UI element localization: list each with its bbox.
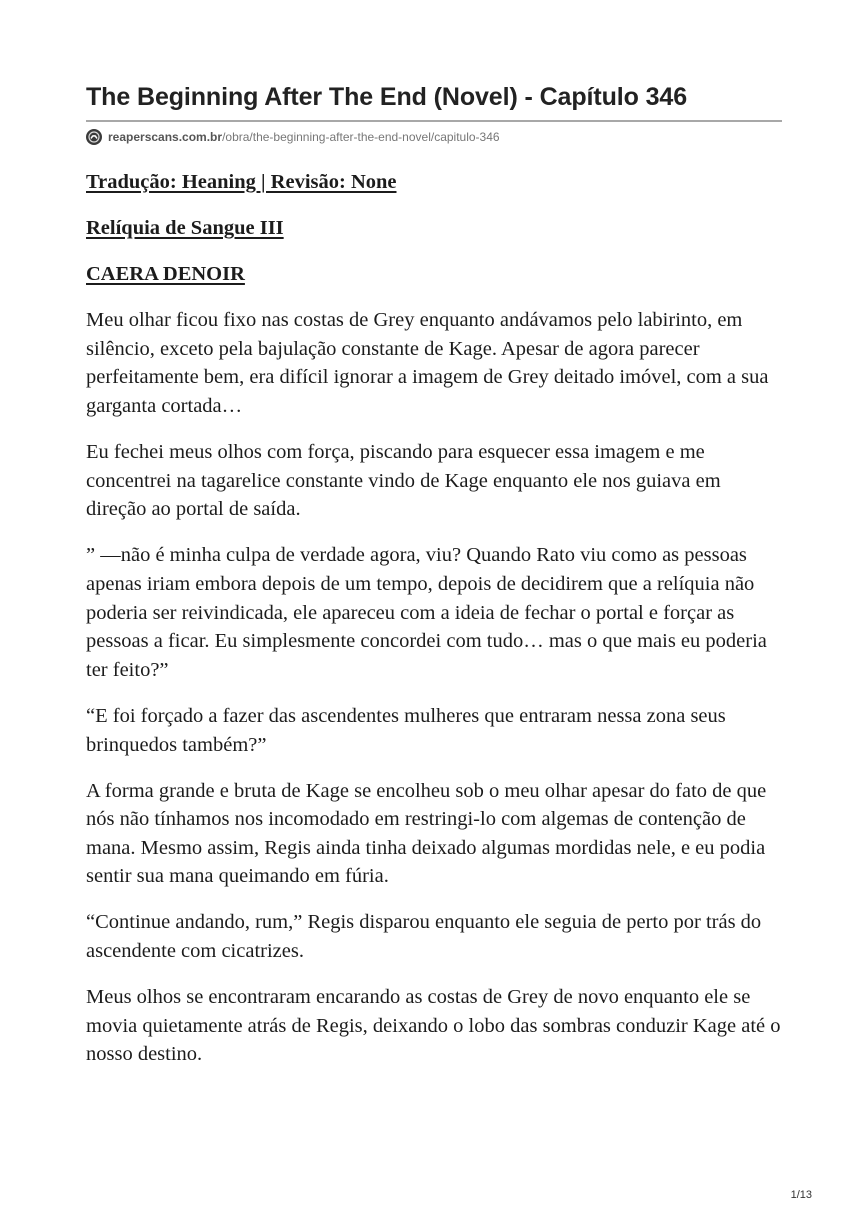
pov-heading: CAERA DENOIR [86,263,245,286]
paragraph: Meu olhar ficou fixo nas costas de Grey enquanto andávamos pelo labirinto, em silêncio, exceto pela bajulação constante de Kage. Apesar de agora parecer perfeitamente bem, era difícil ignorar a imagem de Grey deitado imóvel, com a sua garganta cortada… [86,309,769,418]
paragraph: Meus olhos se encontraram encarando as costas de Grey de novo enquanto ele se movia quietamente atrás de Regis, deixando o lobo das sombras conduzir Kage até o nosso destino. [86,986,781,1066]
paragraph: “E foi forçado a fazer das ascendentes mulheres que entraram nessa zona seus brinquedos também?” [86,704,726,756]
reaper-logo-icon [86,129,102,145]
source-path: /obra/the-beginning-after-the-end-novel/capitulo-346 [222,130,500,144]
paragraph: A forma grande e bruta de Kage se encolheu sob o meu olhar apesar do fato de que nós não tínhamos nos incomodado em restringi-lo com algemas de contenção de mana. Mesmo assim, Regis ainda tinha deixado algumas mordidas nele, e eu podia sentir sua mana queimando em fúria. [86,779,767,888]
title-divider [86,120,782,122]
page-number: 1/13 [790,1189,812,1201]
chapter-heading: Relíquia de Sangue III [86,217,284,240]
paragraph: “Continue andando, rum,” Regis disparou enquanto ele seguia de perto por trás do ascendente com cicatrizes. [86,911,762,963]
source-domain: reaperscans.com.br [108,130,223,144]
chapter-content [86,168,782,1069]
page-title: The Beginning After The End (Novel) - Capítulo 346 [86,83,688,111]
paragraph: ” —não é minha culpa de verdade agora, viu? Quando Rato viu como as pessoas apenas iriam embora depois de um tempo, depois de decidirem que a relíquia não poderia ser reivindicada, ele apareceu com a ideia de fechar o portal e forçar as pessoas a ficar. Eu simplesmente concordei com tudo… mas o que mais eu poderia ter feito?” [86,544,767,681]
source-url[interactable] [86,128,782,146]
credits-heading: Tradução: Heaning | Revisão: None [86,171,397,193]
document-page [86,80,782,1086]
paragraph: Eu fechei meus olhos com força, piscando para esquecer essa imagem e me concentrei na tagarelice constante vindo de Kage enquanto ele nos guiava em direção ao portal de saída. [86,441,721,521]
